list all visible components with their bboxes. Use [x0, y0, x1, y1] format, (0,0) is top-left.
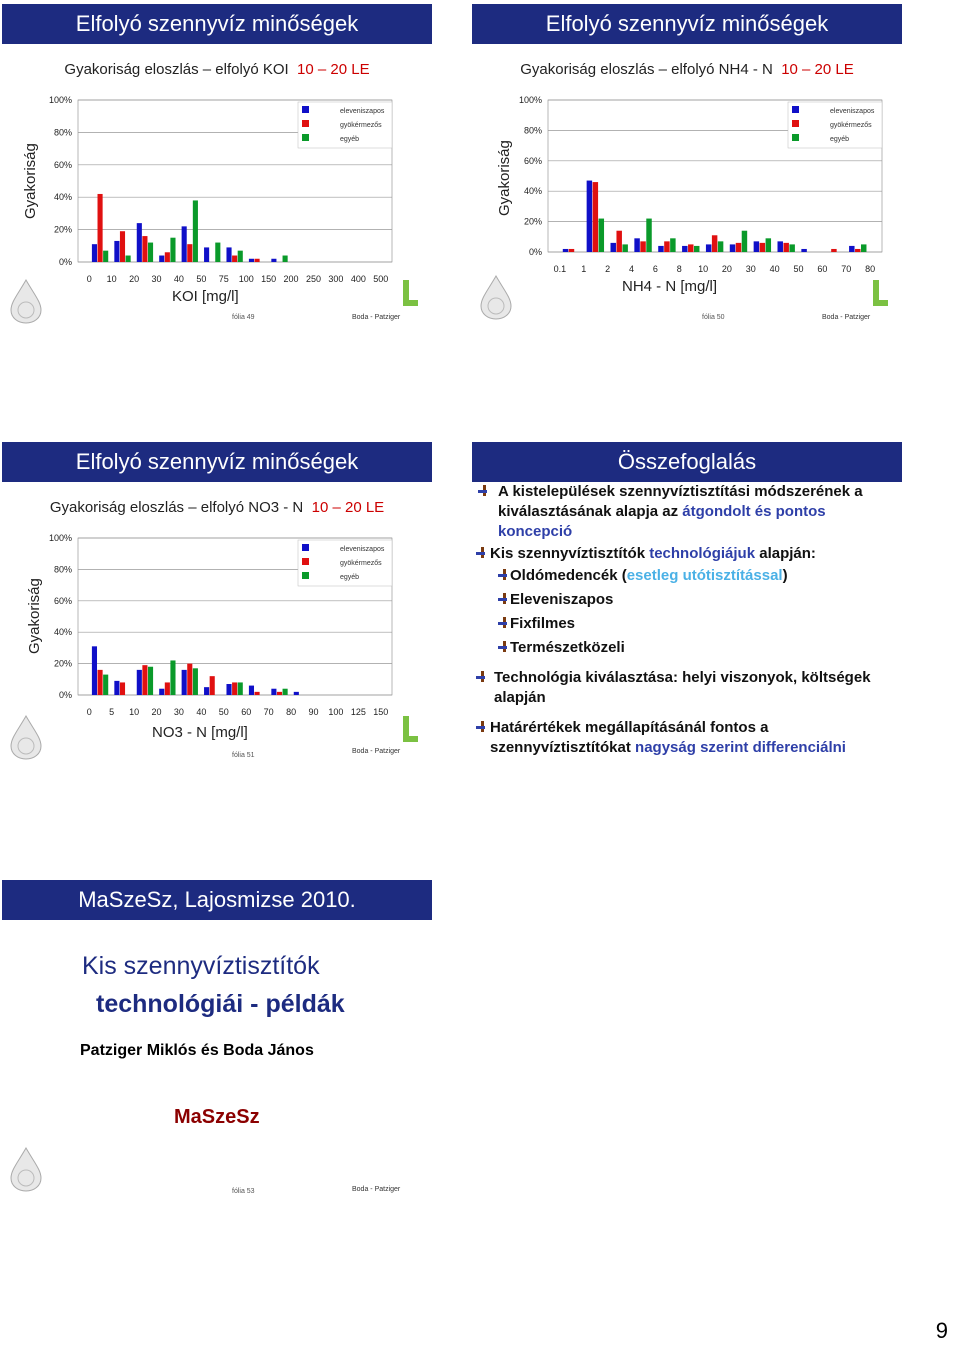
x-tick-label: 5 [109, 707, 115, 717]
slide-subtitle: Gyakoriság eloszlás – elfolyó KOI 10 – 20 LE [64, 61, 370, 78]
slide-subtitle: Gyakoriság eloszlás – elfolyó NO3 - N 10 – 20 LE [49, 499, 385, 516]
y-tick-label: 80% [53, 127, 72, 138]
bar-gyokermezos [736, 243, 741, 252]
bar-egyeb [599, 219, 604, 252]
bar-eleveniszapos [249, 686, 254, 695]
bar-gyokermezos [712, 235, 717, 252]
slide-title: MaSzeSz, Lajosmizse 2010. [2, 880, 432, 920]
x-tick-label: 150 [261, 274, 277, 284]
y-axis-label: Gyakoriság [22, 143, 39, 219]
bar-eleveniszapos [682, 246, 687, 252]
l-logo [400, 714, 420, 744]
x-tick-label: 0 [86, 707, 92, 717]
y-axis-label: Gyakoriság [26, 578, 43, 654]
slide-number: fólia 51 [232, 752, 255, 759]
bar-egyeb [670, 238, 675, 252]
bar-eleveniszapos [159, 689, 164, 695]
x-axis-unit: KOI [mg/l] [172, 288, 239, 305]
y-tick-label: 60% [523, 155, 542, 166]
bar-gyokermezos [255, 259, 260, 262]
bar-eleveniszapos [706, 244, 711, 252]
y-tick-label: 80% [523, 125, 542, 136]
bar-gyokermezos [210, 676, 215, 695]
y-tick-label: 80% [53, 564, 72, 575]
x-tick-label: 50 [218, 707, 229, 717]
x-tick-label: 20 [721, 264, 732, 274]
bar-eleveniszapos [204, 687, 209, 695]
bar-eleveniszapos [182, 226, 187, 262]
legend-label: eleveniszapos [340, 546, 385, 553]
x-tick-label: 40 [769, 264, 780, 274]
bar-gyokermezos [593, 182, 598, 252]
l-logo [400, 278, 420, 308]
x-tick-label: 0.1 [553, 264, 567, 274]
bar-eleveniszapos [271, 259, 276, 262]
bar-gyokermezos [187, 664, 192, 695]
bar-eleveniszapos [634, 238, 639, 252]
legend-swatch [302, 572, 309, 579]
x-tick-label: 20 [129, 274, 140, 284]
x-tick-label: 80 [286, 707, 297, 717]
slide-author: Boda - Patziger [352, 1186, 401, 1193]
x-tick-label: 75 [218, 274, 229, 284]
slide-number: fólia 50 [702, 314, 725, 321]
bar-gyokermezos [165, 682, 170, 695]
bar-egyeb [789, 244, 794, 252]
bar-eleveniszapos [92, 244, 97, 262]
water-drop-logo [8, 278, 44, 324]
summary-bullet: A kistelepülések szennyvíztisztítási módszerének a kiválasztásának alapja az átgondolt és pontos koncepció [476, 482, 902, 542]
x-tick-label: 150 [373, 707, 389, 717]
bar-chart [512, 92, 892, 282]
water-drop-logo [8, 1146, 44, 1192]
bar-gyokermezos [640, 241, 645, 252]
bar-egyeb [103, 251, 108, 262]
y-tick-label: 100% [48, 533, 72, 543]
x-tick-label: 50 [196, 274, 207, 284]
bar-eleveniszapos [137, 670, 142, 695]
bar-gyokermezos [277, 692, 282, 695]
bar-eleveniszapos [226, 247, 231, 262]
x-tick-label: 125 [350, 707, 366, 717]
y-tick-label: 100% [518, 95, 542, 105]
bullet-icon [498, 617, 508, 628]
legend-label: gyökérmezős [830, 122, 872, 129]
y-tick-label: 0% [58, 690, 72, 700]
x-tick-label: 250 [305, 274, 322, 284]
water-drop-logo [8, 714, 44, 760]
y-tick-label: 40% [523, 186, 542, 197]
bar-gyokermezos [187, 244, 192, 262]
bar-egyeb [193, 200, 198, 262]
bar-eleveniszapos [249, 259, 254, 262]
x-tick-label: 20 [151, 707, 162, 717]
summary-sub-bullet: Fixfilmes [476, 614, 902, 634]
bar-gyokermezos [142, 665, 147, 695]
slide-nh4 [472, 4, 902, 344]
bar-egyeb [861, 244, 866, 252]
cover-authors: Patziger Miklós és Boda János [80, 1042, 314, 1059]
bar-eleveniszapos [730, 244, 735, 252]
bar-eleveniszapos [137, 223, 142, 262]
bar-egyeb [622, 244, 627, 252]
page-number: 9 [935, 1318, 948, 1343]
legend-swatch [302, 558, 309, 565]
bullet-icon [498, 569, 508, 580]
water-drop-logo [478, 274, 514, 320]
bar-gyokermezos [783, 243, 788, 252]
x-tick-label: 50 [793, 264, 804, 274]
slide-cover [2, 880, 432, 1220]
bar-eleveniszapos [182, 670, 187, 695]
x-tick-label: 40 [173, 274, 184, 284]
bar-gyokermezos [760, 243, 765, 252]
bar-egyeb [170, 238, 175, 262]
legend-label: gyökérmezős [340, 122, 382, 129]
slide-author: Boda - Patziger [352, 314, 401, 321]
legend-label: eleveniszapos [830, 108, 875, 115]
bar-egyeb [103, 675, 108, 695]
slide-number: fólia 49 [232, 314, 255, 321]
summary-body [476, 482, 902, 758]
y-tick-label: 60% [53, 159, 72, 170]
x-tick-label: 70 [841, 264, 852, 274]
legend-swatch [302, 106, 309, 113]
x-tick-label: 30 [151, 274, 162, 284]
legend-swatch [302, 544, 309, 551]
bar-eleveniszapos [658, 246, 663, 252]
cover-heading-line1: Kis szennyvíztisztítók [82, 952, 320, 980]
x-tick-label: 500 [373, 274, 389, 284]
bar-gyokermezos [98, 194, 103, 262]
y-tick-label: 0% [528, 247, 542, 257]
bar-egyeb [148, 667, 153, 695]
slide-author: Boda - Patziger [822, 314, 871, 321]
y-tick-label: 60% [53, 595, 72, 606]
x-tick-label: 10 [106, 274, 117, 284]
legend-label: eleveniszapos [340, 108, 385, 115]
summary-sub-bullet: Eleveniszapos [476, 590, 902, 610]
bar-egyeb [694, 246, 699, 252]
bar-egyeb [646, 219, 651, 252]
bar-gyokermezos [142, 236, 147, 262]
bar-eleveniszapos [849, 246, 854, 252]
cover-org: MaSzeSz [174, 1106, 260, 1128]
summary-sub-bullet: Természetközeli [476, 638, 902, 658]
bar-egyeb [170, 660, 175, 695]
bar-gyokermezos [616, 231, 621, 252]
x-tick-label: 0 [86, 274, 92, 284]
x-tick-label: 2 [605, 264, 611, 274]
bar-egyeb [283, 689, 288, 695]
legend-label: egyéb [340, 574, 360, 581]
bar-gyokermezos [831, 249, 836, 252]
bar-eleveniszapos [587, 181, 592, 252]
bar-egyeb [766, 238, 771, 252]
slide-title: Elfolyó szennyvíz minőségek [2, 442, 432, 482]
bar-chart [42, 530, 402, 725]
bar-egyeb [215, 243, 220, 262]
y-tick-label: 0% [58, 257, 72, 267]
summary-bullet: Határértékek megállapításánál fontos a szennyvíztisztítókat nagyság szerint differenciálni [476, 718, 902, 758]
bar-eleveniszapos [294, 692, 299, 695]
summary-bullet: Kis szennyvíztisztítók technológiájuk alapján: [476, 544, 902, 564]
summary-bullet: Technológia kiválasztása: helyi viszonyok, költségek alapján [476, 668, 902, 708]
bar-gyokermezos [232, 682, 237, 695]
slide-no3 [2, 442, 432, 782]
legend-label: egyéb [830, 136, 850, 143]
bar-gyokermezos [569, 249, 574, 252]
bar-chart [42, 92, 402, 292]
bullet-icon [476, 547, 486, 558]
slide-title: Elfolyó szennyvíz minőségek [2, 4, 432, 44]
legend-swatch [302, 134, 309, 141]
slide-subtitle: Gyakoriság eloszlás – elfolyó NH4 - N 10 – 20 LE [520, 61, 854, 78]
bar-gyokermezos [232, 256, 237, 262]
x-tick-label: 1 [581, 264, 587, 274]
bar-eleveniszapos [271, 689, 276, 695]
bar-eleveniszapos [114, 241, 119, 262]
slide-author: Boda - Patziger [352, 748, 401, 755]
bar-eleveniszapos [611, 243, 616, 252]
x-tick-label: 60 [241, 707, 252, 717]
y-tick-label: 20% [53, 658, 72, 669]
x-tick-label: 90 [308, 707, 319, 717]
bar-eleveniszapos [159, 256, 164, 262]
cover-heading-line2: technológiái - példák [96, 990, 345, 1018]
summary-sub-bullet: Oldómedencék (esetleg utótisztítással) [476, 566, 902, 586]
bar-eleveniszapos [226, 684, 231, 695]
x-tick-label: 6 [652, 264, 658, 274]
y-tick-label: 40% [53, 627, 72, 638]
legend-swatch [792, 134, 799, 141]
bar-egyeb [148, 243, 153, 262]
bar-gyokermezos [255, 692, 260, 695]
y-tick-label: 100% [48, 95, 72, 105]
l-logo [870, 278, 890, 308]
bar-egyeb [238, 682, 243, 695]
legend-label: egyéb [340, 136, 360, 143]
bar-eleveniszapos [563, 249, 568, 252]
slide-number: fólia 53 [232, 1188, 255, 1195]
x-tick-label: 60 [817, 264, 828, 274]
bar-gyokermezos [855, 249, 860, 252]
bar-eleveniszapos [778, 241, 783, 252]
bar-gyokermezos [165, 252, 170, 262]
bullet-icon [476, 721, 486, 732]
bar-egyeb [126, 256, 131, 262]
x-tick-label: 300 [328, 274, 344, 284]
x-tick-label: 10 [129, 707, 140, 717]
bar-eleveniszapos [92, 646, 97, 695]
slide-title: Összefoglalás [472, 442, 902, 482]
bullet-icon [498, 593, 508, 604]
y-tick-label: 40% [53, 192, 72, 203]
bar-gyokermezos [120, 682, 125, 695]
bar-eleveniszapos [114, 681, 119, 695]
x-tick-label: 40 [196, 707, 207, 717]
bar-egyeb [193, 668, 198, 695]
slide-koi [2, 4, 432, 344]
legend-swatch [302, 120, 309, 127]
bar-gyokermezos [120, 231, 125, 262]
legend-swatch [792, 106, 799, 113]
x-axis-unit: NH4 - N [mg/l] [622, 278, 718, 295]
bar-eleveniszapos [801, 249, 806, 252]
bar-egyeb [718, 241, 723, 252]
x-tick-label: 100 [238, 274, 254, 284]
y-axis-label: Gyakoriság [496, 140, 513, 216]
x-tick-label: 10 [698, 264, 709, 274]
bar-eleveniszapos [754, 241, 759, 252]
bar-gyokermezos [98, 670, 103, 695]
x-tick-label: 4 [628, 264, 635, 274]
slide-summary [472, 442, 902, 782]
bar-gyokermezos [664, 241, 669, 252]
x-tick-label: 400 [350, 274, 366, 284]
bar-egyeb [283, 256, 288, 262]
x-tick-label: 100 [328, 707, 344, 717]
x-axis-unit: NO3 - N [mg/l] [152, 724, 248, 741]
bar-egyeb [742, 231, 747, 252]
x-tick-label: 70 [263, 707, 274, 717]
x-tick-label: 200 [283, 274, 299, 284]
bullet-icon [476, 671, 486, 682]
bar-eleveniszapos [204, 247, 209, 262]
bar-gyokermezos [688, 244, 693, 252]
x-tick-label: 80 [865, 264, 876, 274]
bullet-icon [478, 485, 488, 496]
x-tick-label: 8 [676, 264, 682, 274]
x-tick-label: 30 [173, 707, 184, 717]
legend-swatch [792, 120, 799, 127]
y-tick-label: 20% [523, 216, 542, 227]
slide-title: Elfolyó szennyvíz minőségek [472, 4, 902, 44]
bullet-icon [498, 641, 508, 652]
bar-egyeb [238, 251, 243, 262]
x-tick-label: 30 [745, 264, 756, 274]
legend-label: gyökérmezős [340, 560, 382, 567]
y-tick-label: 20% [53, 224, 72, 235]
